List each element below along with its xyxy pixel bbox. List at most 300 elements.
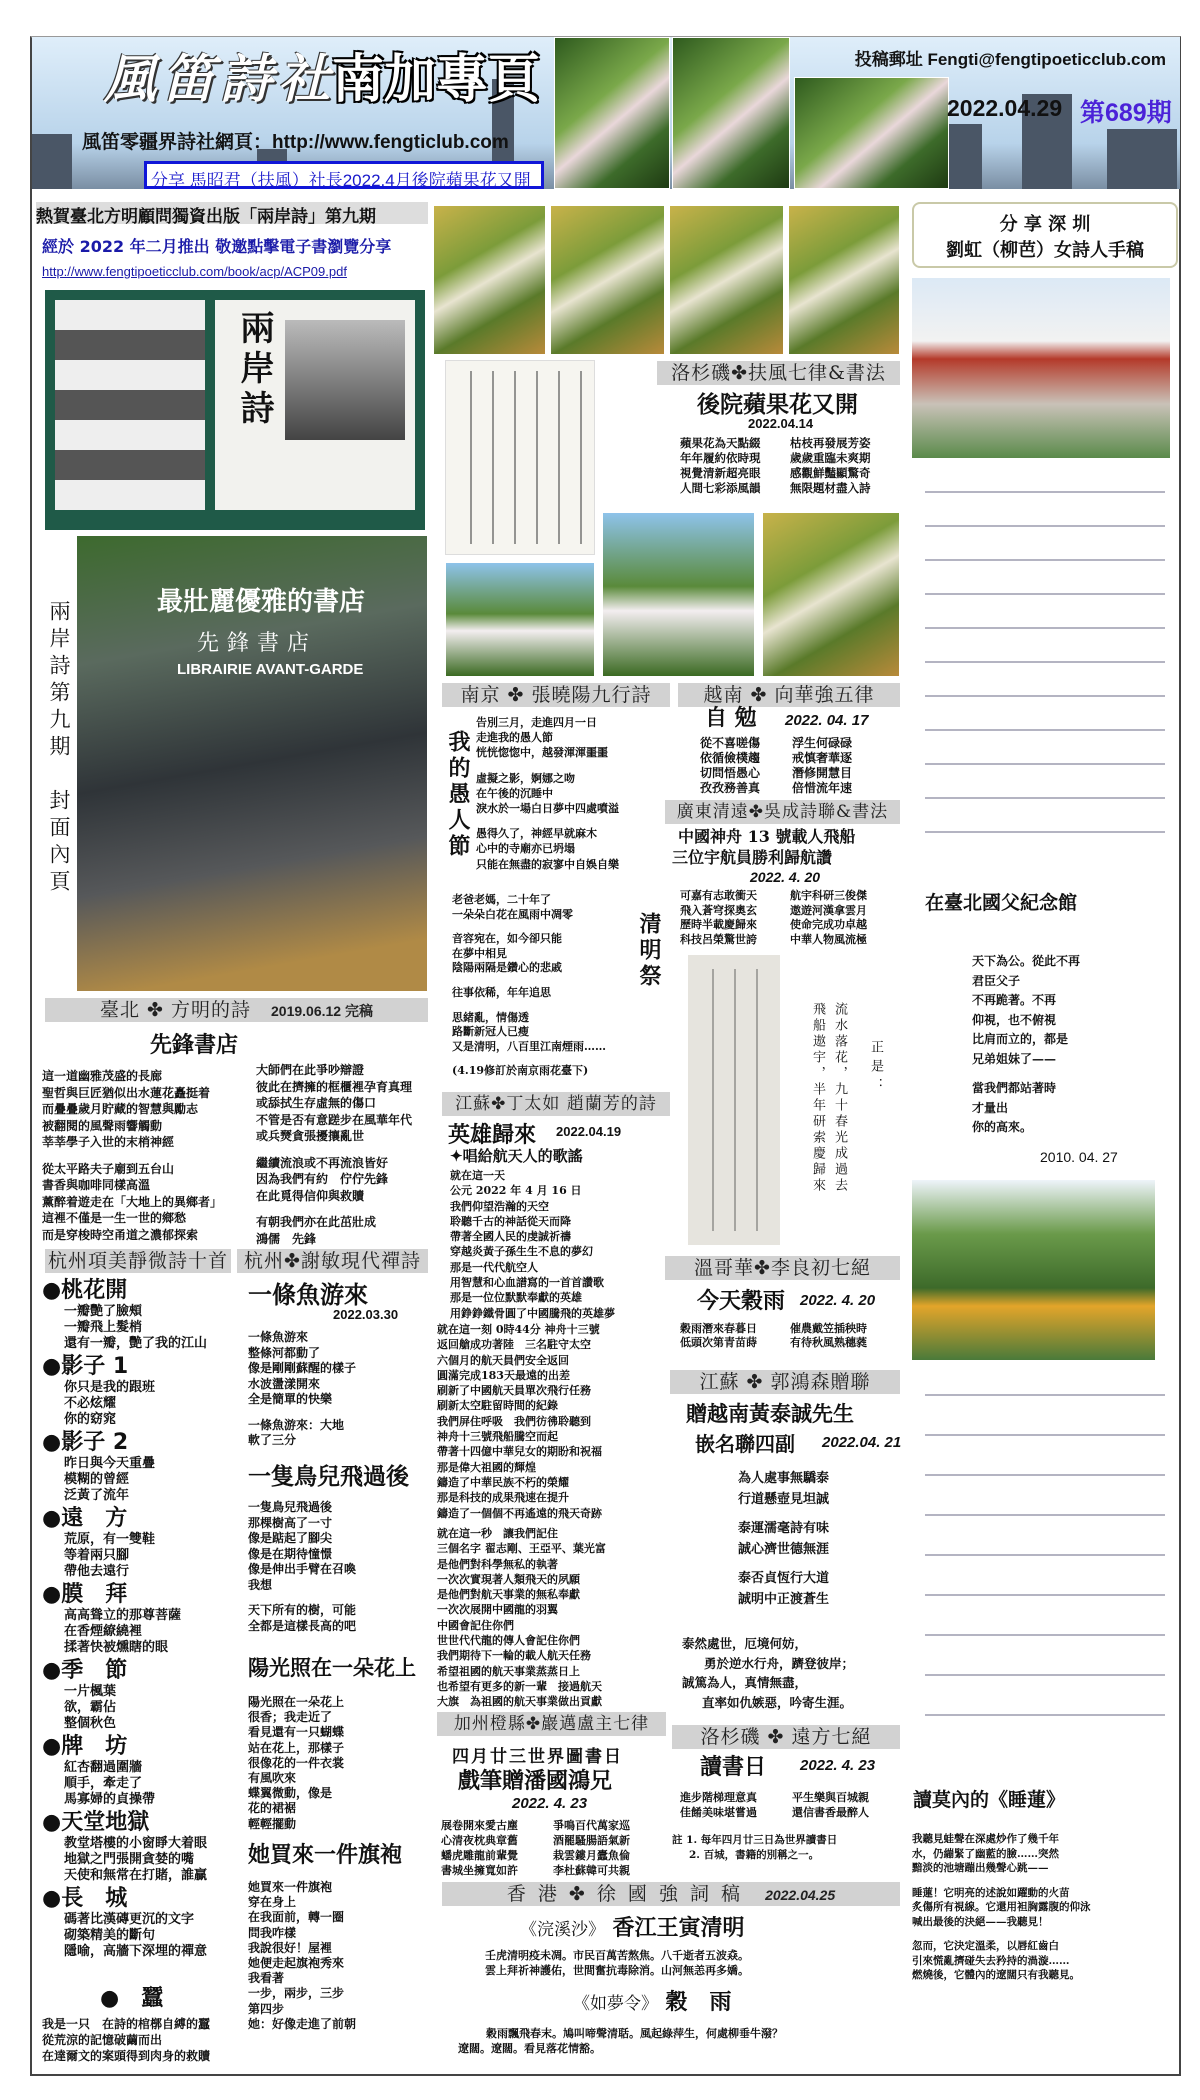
cover-caption: 兩岸詩第九期 封面內頁 — [47, 600, 71, 897]
poem-line: 用智慧和心血譜寫的一首首讚歌 — [450, 1276, 604, 1290]
section-bar-xiang: 杭州項美靜微詩十首 — [45, 1249, 231, 1273]
poem-line: 一朵朵白花在風雨中凋零 — [452, 907, 573, 921]
stanza-gap — [912, 1876, 1091, 1886]
poem-title: 三位宇航員勝利歸航讚 — [672, 848, 833, 867]
issue-date: 2022.04.29 — [947, 95, 1063, 121]
poem-line: 隱喻，高牆下深埋的禪意 — [64, 1944, 208, 1959]
poem-date: 2022.04.14 — [748, 416, 814, 431]
poem-line: 這裡不僅是一生一世的鄉愁 — [42, 1211, 187, 1225]
poem-line: 一次次展開中國龍的羽翼 — [437, 1603, 558, 1617]
poem-line: 繼續流浪或不再流浪皆好 — [256, 1155, 389, 1170]
poem-line: 路斷新冠人已瘦 — [452, 1025, 529, 1039]
poem-line: 她買來一件旗袍 — [248, 1880, 333, 1894]
couplet-intro: 正是： — [868, 1040, 883, 1097]
page-title: 南加專頁 — [332, 50, 541, 110]
poem-line: 地獄之門張開貪婪的嘴 — [64, 1852, 195, 1867]
poem-line: 六個月的航天員們安全返回 — [437, 1353, 569, 1367]
poem-line: 等着兩只腳 — [64, 1548, 130, 1563]
stanza-gap — [42, 1151, 222, 1161]
poem-line: 像是伸出手臂在召喚 — [248, 1562, 357, 1576]
poem-line: 書城坐擁寬如許 — [441, 1864, 518, 1877]
website-link[interactable]: 風笛零疆界詩社網頁：http://www.fengticlub.com — [82, 132, 509, 153]
poem-line: 返回艙成功著陸 三名駐守太空 — [437, 1338, 591, 1352]
stanza-gap — [912, 1929, 1091, 1939]
section-bar-fufeng: 洛杉磯✤扶風七律&書法 — [657, 361, 900, 385]
section-bar-fangming: 臺北 ✤ 方明的詩 2019.06.12 完稿 — [45, 998, 428, 1022]
poem-line: 兄弟姐妹了—— — [972, 1051, 1057, 1066]
poem-line: 才量出 — [972, 1100, 1009, 1115]
bookstore-name-en: LIBRAIRIE AVANT-GARDE — [177, 661, 364, 678]
apple-blossom-photo — [445, 562, 595, 677]
poem-line: 中華人物風流極 — [790, 932, 867, 946]
poem-line: 莘莘學子入世的末梢神經 — [42, 1135, 175, 1149]
micro-poem-title: ●影子 2 — [42, 1430, 129, 1455]
poem-line: 我們屏住呼吸 我們彷彿聆聽到 — [437, 1414, 591, 1428]
poem-line: 那是偉大祖國的輝煌 — [437, 1460, 536, 1474]
poem-line: 航宇科研三俊傑 — [790, 889, 867, 902]
poem-line: 刷新了中國航天員單次飛行任務 — [437, 1384, 591, 1398]
stanza-gap — [452, 976, 606, 986]
poem-line: 紅杏翻過圍牆 — [64, 1760, 143, 1775]
poem-line: 蟠虎雕龍前輩覺 — [441, 1849, 518, 1862]
stanza-gap — [972, 1069, 1080, 1079]
poem-body — [450, 1168, 615, 1321]
ebook-link[interactable]: http://www.fengtipoeticclub.com/book/acp/ACP09.pdf — [42, 264, 347, 279]
poem-line: 很香；我走近了 — [248, 1710, 333, 1725]
poem-line: 音容宛在，如今卻只能 — [452, 932, 562, 946]
poem-body — [42, 2016, 210, 2064]
poem-line: 昨日與今天重疊 — [64, 1456, 156, 1471]
poem-line: 一條魚游來 — [248, 1330, 309, 1344]
poem-line: 彼此在擠擁的框櫃裡孕育真理 — [256, 1079, 413, 1094]
poem-line: 陰陽兩隔是鑽心的悲戚 — [452, 961, 562, 975]
poem-line: 當我們都站著時 — [972, 1081, 1057, 1095]
poem-line: 比肩而立的，都是 — [972, 1032, 1069, 1046]
poem-line: 君臣父子 — [972, 973, 1021, 988]
poem-line: 枯枝再發展芳姿 — [790, 436, 871, 450]
poem-line: 水波盪漾開來 — [248, 1376, 321, 1391]
poem-line: 被翻閱的風聲雨響觸動 — [42, 1118, 163, 1133]
poem-body — [248, 1330, 356, 1449]
section-bar-ding: 江蘇✤丁太如 趙蘭芳的詩 — [442, 1092, 670, 1116]
poem-title: 陽光照在一朵花上 — [248, 1656, 416, 1680]
poem-title: 贈越南黃泰誠先生 — [686, 1402, 854, 1426]
poem-line: 馬寡婦的貞操帶 — [64, 1792, 156, 1807]
apple-blossom-photo — [762, 512, 900, 677]
poem-line: 帶著全國人民的虔誠祈禱 — [450, 1230, 571, 1244]
stanza-gap — [452, 922, 606, 932]
share-caption: 分享 馬昭君（扶風）社長2022.4月後院蘋果花又開 — [144, 161, 544, 189]
poem-body — [792, 736, 852, 796]
poem-line: 軟了三分 — [248, 1433, 297, 1447]
section-bar-zhang: 南京 ✤ 張曉陽九行詩 — [442, 683, 670, 707]
poem-line: 喊出最後的決絕——我聽見！ — [912, 1915, 1049, 1928]
poem-line: 引來慌亂擠碰失去矜持的渦漩…… — [912, 1954, 1070, 1967]
poem-title: 先鋒書店 — [150, 1033, 239, 1058]
poem-body — [256, 1062, 412, 1247]
ci-title: 《如夢令》 穀 雨 — [573, 1990, 732, 2015]
poem-line: 思緒亂，情傷透 — [452, 1010, 529, 1024]
handwritten-manuscript — [925, 465, 1165, 860]
micro-poem-title: ●影子 1 — [42, 1354, 129, 1379]
stanza-gap — [256, 1145, 412, 1155]
section-bar-li: 溫哥華✤李良初七絕 — [665, 1256, 900, 1280]
poem-line: 穿在身上 — [248, 1895, 297, 1910]
poem-line: 從荒涼的記憶破繭而出 — [42, 2033, 163, 2047]
poem-line: 就在這一秒 讓我們記住 — [437, 1527, 558, 1540]
poem-date: 2022.04. 21 — [822, 1434, 902, 1451]
poem-line: 而疊疊歲月貯藏的智慧與勵志 — [42, 1102, 199, 1116]
poem-line: 低頭次第青苗蒔 — [680, 1336, 757, 1349]
section-bar-wu: 廣東清遠✤吳成詩聯&書法 — [665, 800, 900, 824]
poem-body — [248, 1695, 344, 1832]
poem-line: 視覺清新超亮眼 — [680, 466, 761, 480]
poem-line: 在達爾文的案頭得到肉身的救贖 — [42, 2049, 211, 2063]
poem-body — [248, 1500, 356, 1634]
micro-poem-title: ●季 節 — [42, 1658, 128, 1683]
poem-line: 潛修開慧目 — [792, 766, 853, 780]
poem-title: 自 勉 — [705, 706, 757, 731]
micro-poem-title: ●牌 坊 — [42, 1734, 128, 1759]
stanza-gap — [256, 1204, 412, 1214]
apple-blossom-photo — [602, 512, 755, 677]
section-bar-xu: 香 港 ✤ 徐 國 強 詞 稿 2022.04.25 — [442, 1882, 900, 1906]
poem-line: 那是科技的成果飛速在提升 — [437, 1491, 569, 1505]
poem-title: 我的愚人節 — [445, 730, 471, 860]
poem-line: 碼著比漢磚更沉的文字 — [64, 1912, 195, 1927]
bookstore-photo — [77, 536, 427, 991]
poem-line: 年年履約依時現 — [680, 451, 761, 465]
poem-line: 像是踮起了腳尖 — [248, 1531, 333, 1545]
stanza-gap — [476, 816, 619, 826]
poem-line: 浮生何碌碌 — [792, 736, 853, 750]
poem-line: 就在這一天 — [450, 1169, 505, 1182]
poem-line: 走進我的愚人節 — [476, 731, 553, 745]
poem-line: 從不喜嗟傷 — [700, 736, 761, 750]
poem-line: 歲歲重臨未爽期 — [790, 451, 871, 465]
poem-line: 在此覓得信仰與救贖 — [256, 1188, 365, 1203]
calligraphy-image — [688, 955, 780, 1245]
poem-line: 告別三月，走進四月一日 — [476, 716, 597, 729]
poem-line: 書香與咖啡同樣高溫 — [42, 1178, 151, 1192]
poem-title: 英雄歸來 — [448, 1123, 537, 1148]
poem-line: 整個秋色 — [64, 1716, 117, 1731]
poem-date: 2022. 4. 20 — [750, 869, 821, 885]
poem-line: 她：好像走進了前朝 — [248, 2016, 357, 2031]
poem-line: 蘋果花為天點綴 — [680, 436, 761, 450]
poem-line: 爭鳴百代萬家巡 — [553, 1819, 630, 1832]
poem-title: 一隻鳥兒飛過後 — [248, 1464, 409, 1490]
poem-line: 我聽見蛙聲在深處炒作了幾千年 — [912, 1833, 1059, 1845]
poem-line: 在香煙繚繞裡 — [64, 1624, 143, 1639]
poem-line: 燃燒後，它體內的遼闊只有我聽見。 — [912, 1969, 1080, 1981]
poem-line: 蝶翼微動，像是 — [248, 1786, 333, 1801]
poem-line: 一條魚游來：大地 — [248, 1417, 345, 1432]
ci-body: 穀雨飄飛春末。鳩叫啼聲清聒。風起綠萍生，何處柳垂牛潑？ 遼闊。遼闊。看見落花情豁。 — [458, 2027, 783, 2055]
poem-body — [680, 436, 761, 496]
poem-body — [792, 1790, 869, 1820]
poem-line: 我們仰望浩瀚的天空 — [450, 1199, 549, 1213]
poem-line: 無限題材盡入詩 — [790, 481, 871, 495]
poem-line: 是他們對航天事業的無私奉獻 — [437, 1588, 580, 1602]
poem-line: 一隻鳥兒飛過後 — [248, 1500, 333, 1514]
poem-line: 飛入蒼穹探奧玄 — [680, 903, 757, 917]
poem-title: 讀莫內的《睡蓮》 — [913, 1789, 1066, 1811]
poem-body — [790, 889, 867, 947]
poem-line: 感觀鮮豔顯驚奇 — [790, 466, 871, 480]
poem-line: 全都是這樣長高的吧 — [248, 1618, 357, 1633]
poem-title: 中國神舟 13 號載人飛船 — [678, 827, 856, 846]
poem-line: 公元 2022 年 4 月 16 日 — [450, 1184, 582, 1198]
apple-tree-photo — [433, 205, 546, 355]
poem-line: 因為我們有約 佇佇先鋒 — [256, 1172, 389, 1186]
poem-line: 有朝我們亦在此茁壯成 — [256, 1215, 377, 1229]
poem-line: 希望祖國的航天事業蒸蒸日上 — [437, 1664, 580, 1678]
poem-line: 就在這一刻 0時44分 神舟十三號 — [437, 1323, 600, 1336]
poem-line: 虛擬之影，婀娜之吻 — [476, 771, 575, 785]
poem-body — [680, 1790, 757, 1820]
poem-body — [790, 436, 871, 496]
poem-line: 佳餚美味堪嘗過 — [680, 1806, 757, 1819]
poem-line: 科技呂榮驚世誇 — [680, 932, 757, 946]
apple-blossom-photo — [794, 77, 949, 189]
poem-line: 一次次實現著人類飛天的夙願 — [437, 1572, 580, 1586]
footnotes: 註 1. 每年四月廿三日為世界讀書日 2. 百城，書籍的別稱之一。 — [672, 1834, 838, 1861]
poem-line: 展卷開來愛古塵 — [441, 1819, 518, 1832]
poem-line: 用錚錚鐵骨圓了中國騰飛的英雄夢 — [450, 1306, 615, 1320]
poem-line: 老爸老媽，二十年了 — [452, 893, 551, 906]
poem-line: 依循儉樸趨 — [700, 751, 761, 765]
poem-line: 高高聳立的那尊菩薩 — [64, 1608, 182, 1623]
poem-line: 有風吹來 — [248, 1771, 297, 1786]
poem-line: 天下為公。從此不再 — [972, 954, 1081, 968]
micro-poem-title: ●長 城 — [42, 1886, 128, 1911]
poem-line: 是他們對科學無私的執著 — [437, 1557, 558, 1571]
poem-title: 一條魚游來 — [248, 1281, 368, 1309]
poem-line: 那是一位位默默奉獻的英雄 — [450, 1291, 582, 1305]
apple-tree-photo — [669, 205, 784, 355]
poem-line: 你的高來。 — [972, 1120, 1033, 1134]
poet-photo — [912, 1180, 1155, 1360]
poem-line: 壬虎清明疫未凋。市民百萬苦熬焦。八千逝者五波猋。 — [485, 1949, 749, 1962]
stanza-gap — [248, 1593, 356, 1603]
poem-line: 一片楓葉 — [64, 1684, 117, 1699]
poem-line: 心中的寺廟亦已坍塌 — [476, 842, 575, 856]
poem-line: 還信書香最醉人 — [792, 1806, 869, 1819]
poem-line: 薰醉着遊走在「大地上的異鄉者」 — [42, 1194, 223, 1209]
poem-line: 淚水於一場白日夢中四處噴溢 — [476, 802, 619, 816]
poem-line: 黯淡的池塘蹦出幾聲心跳—— — [912, 1862, 1049, 1874]
poem-line: 教堂塔樓的小窗睜大着眼 — [64, 1836, 208, 1851]
poem-line: 在夢中相見 — [452, 946, 507, 960]
memorial-hall-photo — [912, 278, 1170, 458]
poem-title: 嵌名聯四副 — [695, 1432, 795, 1456]
poem-line: 天使和無常在打賭，誰贏 — [64, 1868, 208, 1883]
poem-title: 四月廿三世界圖書日 — [452, 1747, 623, 1767]
poem-line: 聖哲與巨匠猶似出水蓮花矗挺着 — [42, 1085, 211, 1100]
poem-line: 栽雲鏤月蠹魚倫 — [553, 1849, 630, 1862]
section-bar-lu: 加州橙縣✤巖邁盧主七律 — [437, 1712, 666, 1736]
poem-date: 2022. 4. 23 — [800, 1757, 876, 1774]
poem-body — [248, 1880, 356, 2032]
poem-line: 荒原，有一雙鞋 — [64, 1532, 156, 1547]
apple-blossom-photo — [672, 37, 790, 189]
ci-title: 《浣溪沙》 香江王寅清明 — [520, 1916, 745, 1941]
poem-line: 天下所有的樹，可能 — [248, 1603, 357, 1617]
stanza-gap — [452, 1001, 606, 1011]
poem-line: 心清夜枕典章舊 — [441, 1834, 518, 1847]
poem-line: 可嘉有志敢衝天 — [680, 889, 757, 902]
poem-line: 戒慎奢華逐 — [792, 751, 853, 765]
promo-subheading: 經於 2022 年二月推出 敬邀點擊電子書瀏覽分享 — [42, 237, 392, 256]
stanza-gap — [476, 761, 619, 771]
poem-line: 神舟十三號飛船騰空而起 — [437, 1430, 558, 1444]
ci-body — [485, 1948, 749, 1978]
poem-line: 又是清明，八百里江南煙雨…… — [452, 1039, 606, 1053]
poem-line: 第四步 — [248, 2001, 285, 2016]
poem-line: 很像花的一件衣裳 — [248, 1755, 345, 1770]
stanza-gap — [452, 1054, 606, 1064]
poem-line: 催農戴笠插秧時 — [790, 1322, 867, 1335]
poem-body — [441, 1818, 518, 1878]
poem-line: 恍恍惚惚中，越發渾渾噩噩 — [476, 746, 608, 760]
poem-line: 模糊的曾經 — [64, 1472, 130, 1487]
poem-line: 大師們在此爭吵辯證 — [256, 1063, 365, 1077]
poem-line: 只能在無盡的寂寥中自娛自樂 — [476, 857, 619, 871]
bookstore-name: 先鋒書店 — [197, 631, 318, 656]
poem-line: 她便走起旗袍秀來 — [248, 1956, 345, 1971]
poem-body — [790, 1322, 867, 1350]
poem-body — [476, 715, 619, 872]
poem-line: 站在花上，那樣子 — [248, 1740, 345, 1755]
poem-line: 穀雨潛來春暮日 — [680, 1322, 757, 1335]
poem-line: 平生樂與百城親 — [792, 1791, 869, 1804]
poem-line: 這一道幽雅茂盛的長廊 — [42, 1069, 163, 1083]
section-bar-vietnam: 越南 ✤ 向華強五律 — [678, 683, 900, 707]
poem-body — [452, 893, 606, 1079]
section-bar-guo: 江蘇 ✤ 郭鴻森贈聯 — [670, 1370, 900, 1394]
submission-email[interactable]: 投稿郵址 Fengti@fengtipoeticclub.com — [854, 50, 1166, 69]
poem-line: 遨遊河漢拿雲月 — [790, 903, 867, 917]
poem-line: 忽而，它決定溫柔，以唇紅齒白 — [912, 1940, 1059, 1952]
poem-line: 睡蓮！它明亮的述說如躍動的火苗 — [912, 1886, 1070, 1899]
poem-line: 你的窈窕 — [64, 1412, 117, 1427]
poem-line: 不管是否有意蹉步在風華年代 — [256, 1112, 413, 1127]
poem-line: 往事依稀，年年追思 — [452, 985, 551, 999]
poem-line: 也希望有更多的新一輩 接過航天 — [437, 1679, 602, 1693]
poem-line: 或兵燹貪張擾攘亂世 — [256, 1129, 365, 1143]
poem-line: 泛黃了流年 — [64, 1488, 130, 1503]
poem-date: 2022.04.19 — [556, 1124, 622, 1139]
poem-line: 整條河都動了 — [248, 1345, 321, 1360]
poem-line: 穿越炎黃子孫生生不息的夢幻 — [450, 1245, 593, 1259]
poem-line: 看見還有一只蝴蝶 — [248, 1725, 345, 1740]
poem-title: 今天穀雨 — [697, 1289, 786, 1314]
poem-line: 聆聽千古的神話從天而降 — [450, 1214, 571, 1228]
issue-number: 第689期 — [1080, 99, 1172, 127]
poem-line: 在我面前，轉一圈 — [248, 1910, 345, 1925]
poem-date: 2010. 04. 27 — [1040, 1149, 1118, 1165]
section-bar-yuan: 洛杉磯 ✤ 遠方七絕 — [672, 1725, 900, 1749]
poem-body — [437, 1322, 602, 1521]
poem-line: 從太平路夫子廟到五台山 — [42, 1161, 175, 1176]
poem-line: 倍惜流年速 — [792, 781, 853, 795]
poem-line: 輕輕擺動 — [248, 1816, 297, 1831]
poem-line: 欲，霸佔 — [64, 1700, 117, 1715]
poem-line: 人間七彩添風韻 — [680, 481, 761, 495]
poem-line: 像是剛剛蘇醒的樣子 — [248, 1361, 357, 1375]
poem-title: 讀書日 — [700, 1755, 767, 1780]
micro-poem-title: ●膜 拜 — [42, 1582, 128, 1607]
logo: 風笛詩社 — [104, 49, 337, 110]
poem-line: 像是在期待憧憬 — [248, 1546, 333, 1561]
header-banner — [32, 37, 1180, 189]
poem-line: 水，仍繃緊了幽藍的臉……突然 — [912, 1847, 1059, 1860]
poem-line: 愚得久了，神經早就麻木 — [476, 827, 597, 841]
poem-line: 帶他去遠行 — [64, 1564, 130, 1579]
poem-body — [42, 1068, 222, 1243]
poem-line: 中國會記住你們 — [437, 1618, 514, 1632]
handwritten-manuscript — [925, 1368, 1165, 1753]
poem-subtitle: ✦唱給航天人的歌謠 — [450, 1147, 583, 1165]
couplets: 為人處事無驕泰 行道懸壺見坦誠 泰運濡毫詩有味 誠心濟世德無涯 泰否貞恆行大道 誠明中正渡蒼生 — [738, 1471, 830, 1607]
section-bar-xie: 杭州✤謝敏現代禪詩 — [237, 1249, 428, 1273]
poem-title: 戲筆贈潘國鴻兄 — [458, 1769, 613, 1794]
poem-line: 陽光照在一朵花上 — [248, 1695, 345, 1709]
poem-line: 我們期待下一輪的載人航天任務 — [437, 1649, 591, 1663]
poem-line: 圓滿完成183天最遠的出差 — [437, 1368, 570, 1382]
poem-line: 我想 — [248, 1577, 273, 1592]
poem-date: 2022. 4. 23 — [512, 1795, 588, 1812]
poem-date: 2022. 04. 17 — [785, 712, 869, 729]
micro-poem-title: ●桃花開 — [42, 1278, 128, 1303]
poem-body — [680, 1322, 757, 1350]
poem-line: 順手，牽走了 — [64, 1776, 143, 1791]
poem-line: 或舔拭生存虛無的傷口 — [256, 1096, 377, 1110]
calligraphy-image — [445, 360, 595, 555]
poem-line: 我看著 — [248, 1971, 285, 1986]
bookstore-headline: 最壯麗優雅的書店 — [157, 587, 366, 617]
poem-title: 她買來一件旗袍 — [248, 1843, 403, 1868]
poem-line: 還有一瓣，艷了我的江山 — [64, 1336, 208, 1351]
poem-line: 世世代代龍的傳人會記住你們 — [437, 1634, 580, 1648]
poem-title: 在臺北國父紀念館 — [925, 892, 1078, 914]
share-box: 分 享 深 圳 劉虹（柳芭）女詩人手稿 — [912, 202, 1178, 268]
poem-line: 那棵樹高了一寸 — [248, 1515, 333, 1530]
poem-line: 揉著快被燻瞎的眼 — [64, 1640, 169, 1655]
micro-poems — [42, 1276, 237, 1960]
poem-line: 鴻儒 先鋒 — [256, 1231, 317, 1246]
poem-title: ● 蠶 — [100, 1985, 164, 2011]
poem-line: 問我咋樣 — [248, 1925, 297, 1940]
poem-line: 全是簡單的快樂 — [248, 1392, 333, 1406]
apple-tree-photo — [550, 205, 665, 355]
micro-poem-title: ●遠 方 — [42, 1506, 128, 1531]
poem-line: 炙傷所有視線。它還用袒胸露腹的仰泳 — [912, 1901, 1091, 1913]
poem-line: 你只是我的跟班 — [64, 1380, 156, 1395]
poem-title: 後院蘋果花又開 — [697, 392, 858, 418]
poem-line: 大旗 為祖國的航天事業做出貢獻 — [437, 1695, 602, 1709]
poem-line: 歷時半載慶歸來 — [680, 918, 757, 931]
poem-line: 砌築精美的斷句 — [64, 1928, 156, 1943]
book-cover-image — [45, 290, 425, 530]
poem-line: 那是一代代航空人 — [450, 1260, 538, 1274]
poem-line: 仰視，也不俯視 — [972, 1012, 1057, 1027]
couplet: 流水落花，九十春光成過去 飛船遨宇，半年研索慶歸來 — [810, 1002, 847, 1194]
poem-line: 鑄造了中華民族不朽的榮耀 — [437, 1475, 569, 1489]
poem-line: 一瓣飛上髮梢 — [64, 1320, 143, 1335]
poem-line: 花的裙裾 — [248, 1801, 297, 1816]
